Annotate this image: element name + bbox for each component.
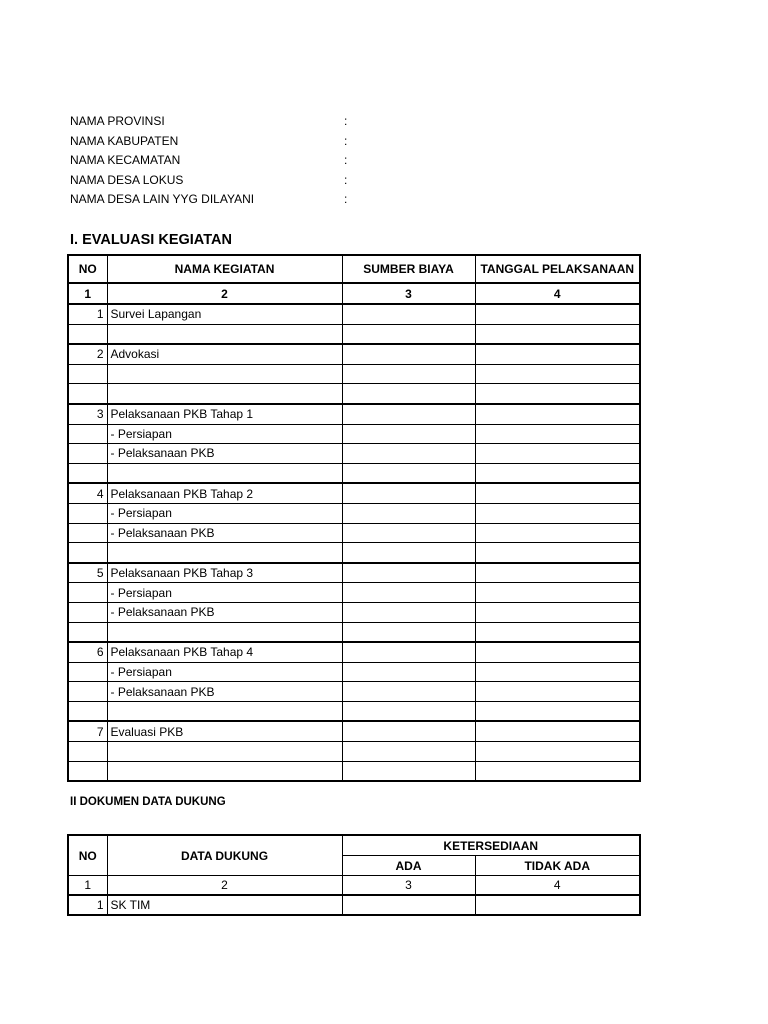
row-tanggal: [475, 761, 640, 781]
table-row: [68, 895, 640, 915]
header-sumber-biaya: SUMBER BIAYA: [342, 255, 475, 283]
table-row: [68, 583, 640, 603]
row-kegiatan: [107, 364, 342, 384]
table-row: [68, 404, 640, 424]
row-tidak-ada: [475, 895, 640, 915]
row-ada: [342, 895, 475, 915]
identity-fields: [70, 112, 370, 210]
row-sumber-biaya: [342, 682, 475, 702]
row-tanggal: [475, 404, 640, 424]
row-sumber-biaya: [342, 364, 475, 384]
row-no: [68, 682, 107, 702]
row-tanggal: [475, 662, 640, 682]
row-tanggal: [475, 682, 640, 702]
evaluasi-kegiatan-table: [67, 254, 641, 782]
row-no: 6: [68, 642, 107, 662]
header-ada: ADA: [342, 856, 475, 876]
row-sumber-biaya: [342, 583, 475, 603]
row-tanggal: [475, 364, 640, 384]
row-no: 1: [68, 895, 107, 915]
column-number-row: [68, 876, 640, 896]
row-kegiatan: Pelaksanaan PKB Tahap 1: [107, 404, 342, 424]
row-sumber-biaya: [342, 304, 475, 324]
row-sumber-biaya: [342, 563, 475, 583]
row-kegiatan: - Pelaksanaan PKB: [107, 682, 342, 702]
row-no: [68, 324, 107, 344]
row-no: [68, 602, 107, 622]
row-kegiatan: [107, 463, 342, 483]
row-no: [68, 503, 107, 523]
table-row: [68, 304, 640, 324]
table-row: [68, 602, 640, 622]
row-tanggal: [475, 543, 640, 563]
table-row: [68, 444, 640, 464]
table-row: [68, 384, 640, 404]
header-no: NO: [68, 255, 107, 283]
row-kegiatan: [107, 742, 342, 762]
row-tanggal: [475, 701, 640, 721]
info-row: [70, 112, 370, 132]
column-number: 4: [475, 876, 640, 896]
row-tanggal: [475, 444, 640, 464]
row-kegiatan: [107, 324, 342, 344]
column-number-row: [68, 283, 640, 304]
row-kegiatan: [107, 701, 342, 721]
row-tanggal: [475, 463, 640, 483]
header-ketersediaan: KETERSEDIAAN: [342, 835, 640, 856]
table-row: [68, 742, 640, 762]
row-kegiatan: - Persiapan: [107, 503, 342, 523]
row-no: [68, 463, 107, 483]
section1-title: I. EVALUASI KEGIATAN: [70, 232, 232, 248]
table-header-row: [68, 255, 640, 283]
row-kegiatan: [107, 622, 342, 642]
row-sumber-biaya: [342, 444, 475, 464]
table-row: [68, 344, 640, 364]
row-tanggal: [475, 304, 640, 324]
row-sumber-biaya: [342, 483, 475, 503]
row-tanggal: [475, 344, 640, 364]
row-sumber-biaya: [342, 742, 475, 762]
info-colon: :: [344, 172, 348, 187]
column-number: 2: [107, 283, 342, 304]
table-row: [68, 662, 640, 682]
row-kegiatan: [107, 384, 342, 404]
row-sumber-biaya: [342, 463, 475, 483]
row-kegiatan: Advokasi: [107, 344, 342, 364]
table-row: [68, 761, 640, 781]
row-sumber-biaya: [342, 761, 475, 781]
table-row: [68, 701, 640, 721]
row-kegiatan: - Persiapan: [107, 583, 342, 603]
table-header-row: [68, 835, 640, 856]
column-number: 1: [68, 283, 107, 304]
dokumen-data-dukung-table: [67, 834, 641, 916]
row-no: [68, 543, 107, 563]
row-tanggal: [475, 424, 640, 444]
row-kegiatan: - Pelaksanaan PKB: [107, 444, 342, 464]
row-no: 5: [68, 563, 107, 583]
row-sumber-biaya: [342, 424, 475, 444]
row-no: [68, 444, 107, 464]
table-row: [68, 483, 640, 503]
row-kegiatan: - Pelaksanaan PKB: [107, 602, 342, 622]
row-kegiatan: Pelaksanaan PKB Tahap 4: [107, 642, 342, 662]
row-tanggal: [475, 523, 640, 543]
row-sumber-biaya: [342, 642, 475, 662]
row-no: [68, 384, 107, 404]
table-row: [68, 424, 640, 444]
row-tanggal: [475, 622, 640, 642]
row-data-dukung: SK TIM: [107, 895, 342, 915]
table-row: [68, 642, 640, 662]
table-row: [68, 523, 640, 543]
table-row: [68, 721, 640, 741]
row-tanggal: [475, 384, 640, 404]
row-sumber-biaya: [342, 523, 475, 543]
row-kegiatan: - Persiapan: [107, 662, 342, 682]
row-kegiatan: [107, 761, 342, 781]
info-colon: :: [344, 133, 348, 148]
info-label: NAMA DESA LAIN YYG DILAYANI: [70, 192, 255, 207]
info-label: NAMA PROVINSI: [70, 114, 165, 128]
row-tanggal: [475, 503, 640, 523]
table-row: [68, 682, 640, 702]
row-sumber-biaya: [342, 503, 475, 523]
info-label: NAMA KABUPATEN: [70, 133, 179, 148]
row-no: [68, 761, 107, 781]
column-number: 3: [342, 283, 475, 304]
row-sumber-biaya: [342, 324, 475, 344]
info-colon: :: [344, 153, 348, 168]
row-no: 4: [68, 483, 107, 503]
row-tanggal: [475, 563, 640, 583]
row-tanggal: [475, 642, 640, 662]
row-kegiatan: Pelaksanaan PKB Tahap 3: [107, 563, 342, 583]
row-no: [68, 622, 107, 642]
row-no: [68, 742, 107, 762]
row-kegiatan: - Pelaksanaan PKB: [107, 523, 342, 543]
row-kegiatan: - Persiapan: [107, 424, 342, 444]
info-label: NAMA DESA LOKUS: [70, 172, 184, 187]
row-tanggal: [475, 583, 640, 603]
row-no: 7: [68, 721, 107, 741]
table-row: [68, 364, 640, 384]
row-sumber-biaya: [342, 404, 475, 424]
row-kegiatan: Pelaksanaan PKB Tahap 2: [107, 483, 342, 503]
header-data-dukung: DATA DUKUNG: [107, 835, 342, 876]
row-sumber-biaya: [342, 602, 475, 622]
column-number: 4: [475, 283, 640, 304]
row-kegiatan: Evaluasi PKB: [107, 721, 342, 741]
row-no: [68, 523, 107, 543]
row-tanggal: [475, 324, 640, 344]
header-tanggal-pelaksanaan: TANGGAL PELAKSANAAN: [475, 255, 640, 283]
row-sumber-biaya: [342, 384, 475, 404]
table-row: [68, 503, 640, 523]
row-no: [68, 583, 107, 603]
row-no: [68, 701, 107, 721]
info-row: [70, 132, 370, 152]
table-row: [68, 543, 640, 563]
info-label: NAMA KECAMATAN: [70, 153, 181, 168]
header-nama-kegiatan: NAMA KEGIATAN: [107, 255, 342, 283]
row-no: 1: [68, 304, 107, 324]
row-tanggal: [475, 602, 640, 622]
row-sumber-biaya: [342, 344, 475, 364]
header-tidak-ada: TIDAK ADA: [475, 856, 640, 876]
row-no: [68, 364, 107, 384]
info-row: [70, 151, 370, 171]
row-tanggal: [475, 742, 640, 762]
column-number: 3: [342, 876, 475, 896]
row-sumber-biaya: [342, 622, 475, 642]
column-number: 2: [107, 876, 342, 896]
row-kegiatan: Survei Lapangan: [107, 304, 342, 324]
info-row: [70, 171, 370, 191]
row-kegiatan: [107, 543, 342, 563]
info-row: [70, 190, 370, 210]
row-sumber-biaya: [342, 721, 475, 741]
row-no: 2: [68, 344, 107, 364]
table-row: [68, 622, 640, 642]
row-sumber-biaya: [342, 701, 475, 721]
table-row: [68, 324, 640, 344]
header-no: NO: [68, 835, 107, 876]
row-sumber-biaya: [342, 662, 475, 682]
row-no: 3: [68, 404, 107, 424]
section2-title: II DOKUMEN DATA DUKUNG: [70, 796, 226, 808]
table-row: [68, 463, 640, 483]
table-row: [68, 563, 640, 583]
row-no: [68, 424, 107, 444]
column-number: 1: [68, 876, 107, 896]
row-tanggal: [475, 721, 640, 741]
info-colon: :: [344, 192, 348, 207]
row-no: [68, 662, 107, 682]
row-tanggal: [475, 483, 640, 503]
info-colon: :: [344, 114, 348, 128]
row-sumber-biaya: [342, 543, 475, 563]
